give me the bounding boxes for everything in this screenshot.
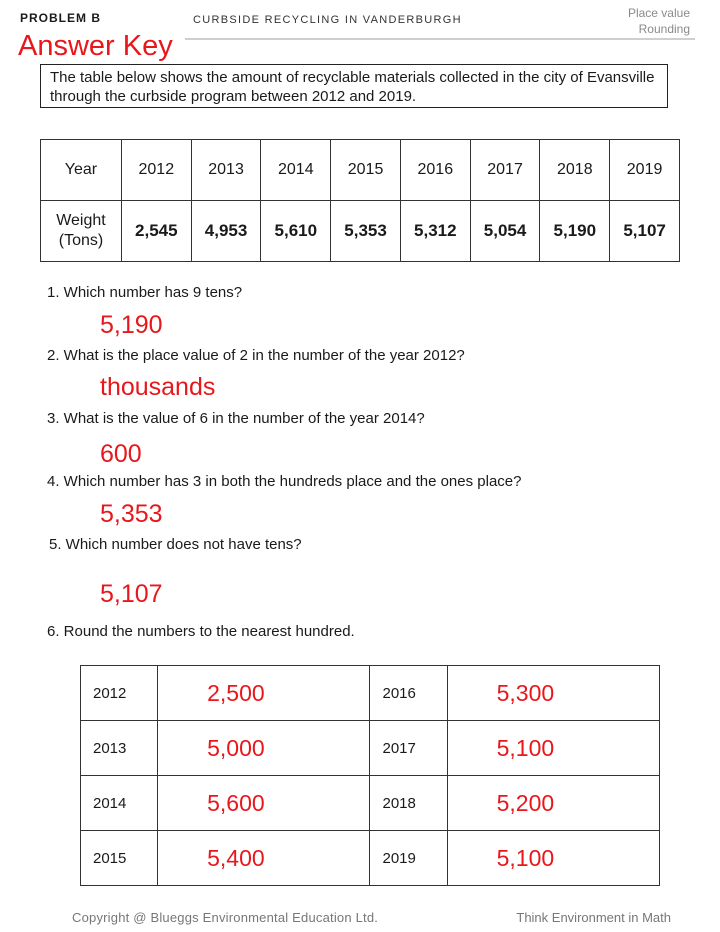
rounded-value (158, 721, 370, 776)
rounding-year: 2012 (81, 666, 158, 721)
answer-3: 600 (100, 440, 142, 468)
rounded-value (158, 776, 370, 831)
recycling-data-table (40, 139, 680, 262)
year-cell: 2015 (331, 140, 401, 201)
rounding-row (81, 831, 660, 886)
rounded-value-text: 5,200 (496, 789, 555, 816)
footer-copyright: Copyright @ Blueggs Environmental Education Ltd. (72, 910, 379, 925)
question-4: 4. Which number has 3 in both the hundreds place and the ones place? (47, 473, 522, 490)
problem-label: PROBLEM B (20, 11, 101, 25)
rounded-value (158, 831, 370, 886)
corner-tag-rounding: Rounding (638, 22, 690, 36)
tons-label: (Tons) (58, 232, 104, 249)
weight-cell: 4,953 (191, 201, 261, 262)
year-cell: 2017 (470, 140, 540, 201)
rounded-value (447, 721, 659, 776)
rounded-value-text: 5,100 (496, 844, 555, 871)
weight-cell: 5,312 (400, 201, 470, 262)
footer-tagline: Think Environment in Math (516, 910, 671, 925)
year-row (41, 140, 680, 201)
rounded-value-text: 5,400 (207, 844, 265, 871)
question-6: 6. Round the numbers to the nearest hundred. (47, 623, 355, 640)
answer-4: 5,353 (100, 500, 163, 528)
rounding-row (81, 666, 660, 721)
weight-cell: 5,353 (331, 201, 401, 262)
rounded-value (447, 831, 659, 886)
rounding-row (81, 721, 660, 776)
rounding-table (80, 665, 660, 886)
answer-key-label: Answer Key (18, 30, 173, 62)
rounding-year: 2015 (81, 831, 158, 886)
weight-cell: 5,054 (470, 201, 540, 262)
question-5: 5. Which number does not have tens? (49, 536, 302, 553)
rounding-year: 2016 (370, 666, 447, 721)
header-rule (185, 38, 695, 40)
year-cell: 2016 (400, 140, 470, 201)
weight-row-label (41, 201, 122, 262)
rounded-value-text: 5,600 (207, 789, 265, 816)
weight-cell: 5,107 (610, 201, 680, 262)
rounded-value-text: 5,300 (496, 679, 555, 706)
weight-label: Weight (56, 212, 106, 229)
rounding-year: 2018 (370, 776, 447, 831)
year-row-label: Year (41, 140, 122, 201)
rounded-value-text: 5,000 (207, 734, 265, 761)
weight-cell: 2,545 (121, 201, 191, 262)
corner-tags (628, 5, 690, 37)
rounded-value (158, 666, 370, 721)
rounding-year: 2014 (81, 776, 158, 831)
rounding-year: 2017 (370, 721, 447, 776)
weight-cell: 5,610 (261, 201, 331, 262)
corner-tag-place-value: Place value (627, 6, 690, 20)
weight-cell: 5,190 (540, 201, 610, 262)
answer-2: thousands (100, 373, 216, 401)
rounded-value (447, 666, 659, 721)
rounding-year: 2019 (370, 831, 447, 886)
question-2: 2. What is the place value of 2 in the number of the year 2012? (47, 347, 465, 364)
year-cell: 2014 (261, 140, 331, 201)
answer-5: 5,107 (100, 580, 163, 608)
year-cell: 2012 (121, 140, 191, 201)
rounded-value (447, 776, 659, 831)
year-cell: 2013 (191, 140, 261, 201)
rounded-value-text: 5,100 (496, 734, 555, 761)
topic-title: CURBSIDE RECYCLING IN VANDERBURGH (193, 14, 462, 26)
year-cell: 2018 (540, 140, 610, 201)
intro-box: The table below shows the amount of recyclable materials collected in the city of Evansville through the curbside program between 2012 and 2019. (40, 64, 668, 108)
rounding-row (81, 776, 660, 831)
question-1: 1. Which number has 9 tens? (47, 284, 243, 301)
year-cell: 2019 (610, 140, 680, 201)
weight-row (41, 201, 680, 262)
rounded-value-text: 2,500 (207, 679, 265, 706)
question-3: 3. What is the value of 6 in the number of the year 2014? (47, 410, 425, 427)
rounding-year: 2013 (81, 721, 158, 776)
answer-1: 5,190 (100, 311, 163, 339)
